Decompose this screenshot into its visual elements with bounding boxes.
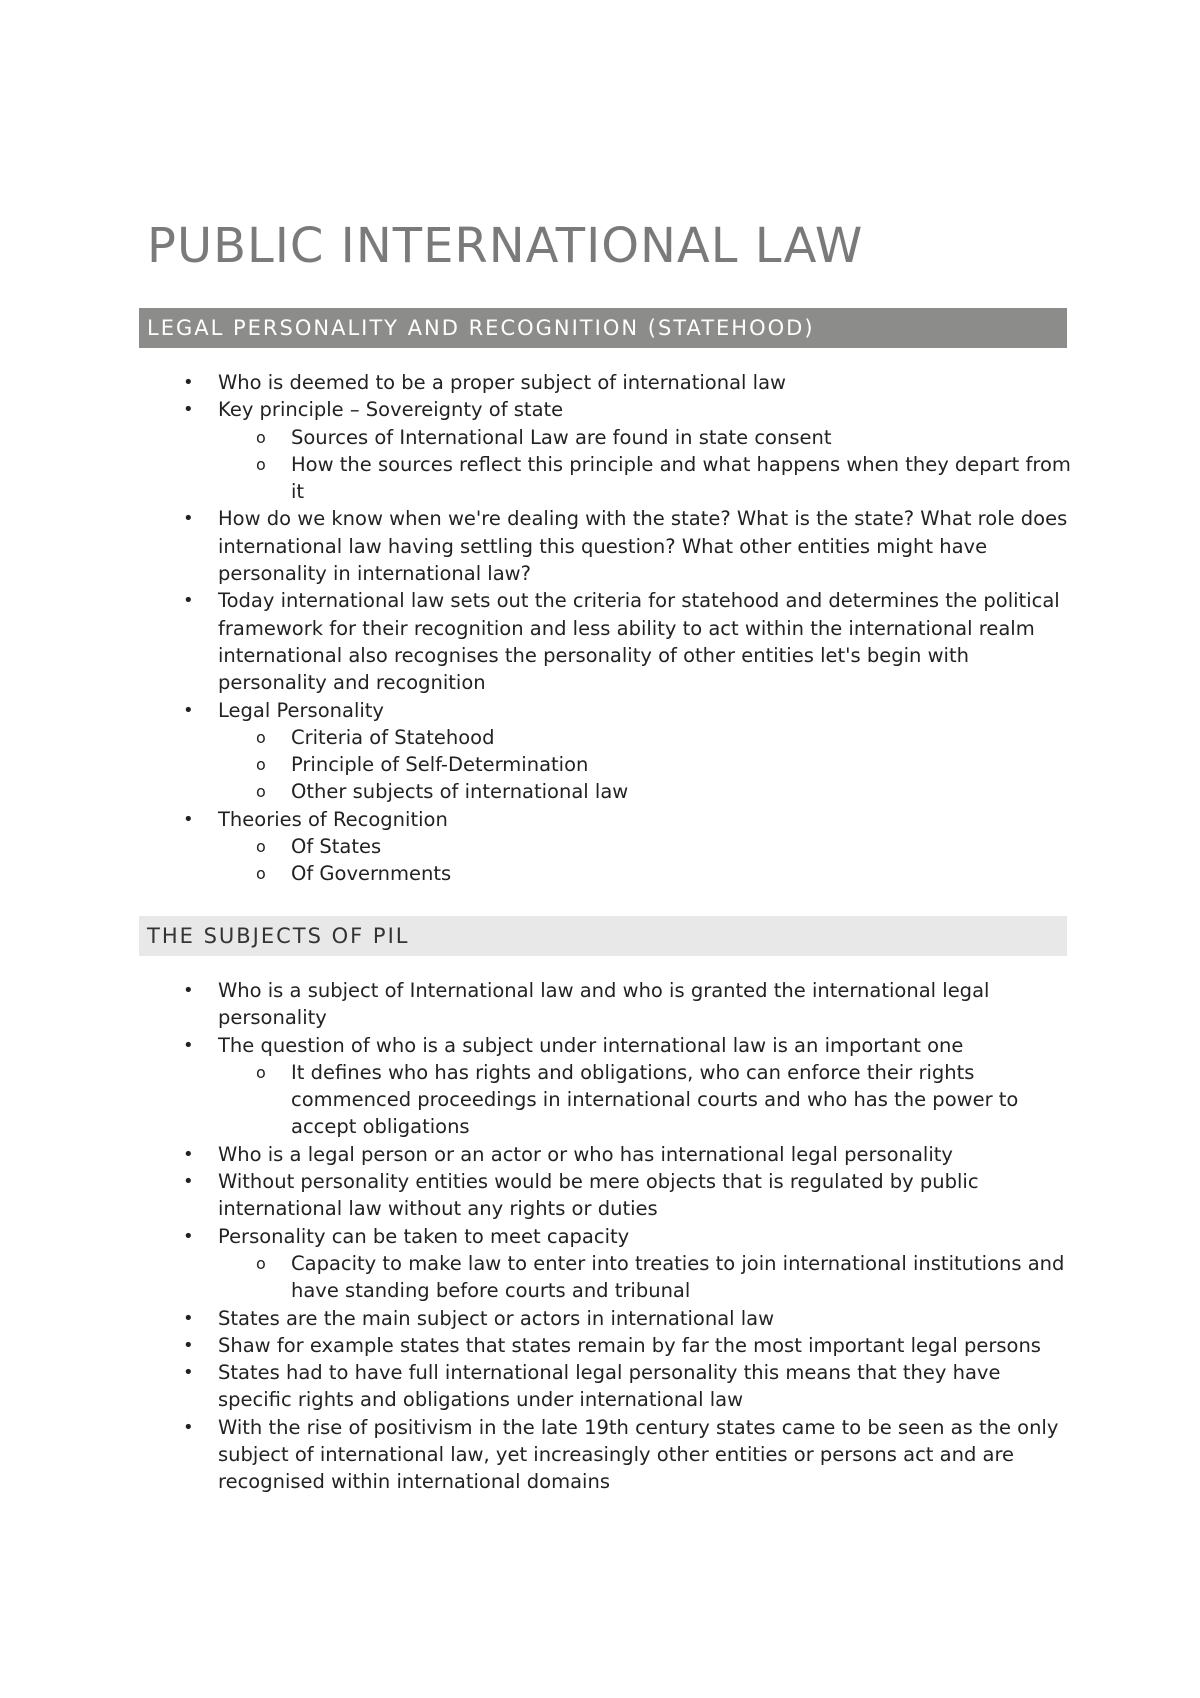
list-item — [0, 697, 1080, 724]
list-item-text: Legal Personality — [218, 698, 384, 722]
sub-list-item — [0, 860, 1080, 887]
bullet-icon: • — [183, 980, 194, 1001]
list-item-text: States are the main subject or actors in international law — [218, 1306, 775, 1330]
list-item — [0, 505, 1080, 587]
section-heading-subjects-of-pil: THE SUBJECTS OF PIL — [139, 916, 1067, 956]
sub-list-item — [0, 833, 1080, 860]
list-item-text: Capacity to make law to enter into treaties to join international institutions and have standing before courts and tribunal — [291, 1251, 1065, 1303]
list-item — [0, 1332, 1080, 1359]
sub-list-item — [0, 724, 1080, 751]
bullet-icon: • — [183, 1362, 194, 1384]
list-item-text: How the sources reflect this principle and what happens when they depart from it — [291, 452, 1071, 504]
list-item-text: Without personality entities would be mere objects that is regulated by public international law without any rights or duties — [218, 1170, 979, 1221]
section-list-legal-personality — [0, 369, 1200, 888]
list-item-text: Of Governments — [291, 862, 452, 886]
list-item-text: Shaw for example states that states remain by far the most important legal persons — [218, 1333, 1041, 1357]
list-item — [0, 1168, 1080, 1223]
list-item-text: The question of who is a subject under international law is an important one — [218, 1033, 964, 1057]
list-item-text: Today international law sets out the criteria for statehood and determines the political framework for their recognition and less ability to act within the international realm international also recognises the personality of other entities let's begin with personality and recognition — [218, 589, 1060, 695]
hollow-bullet-icon: o — [256, 755, 266, 775]
bullet-icon: • — [183, 1334, 194, 1356]
document-title: PUBLIC INTERNATIONAL LAW — [147, 218, 864, 274]
list-item-text: Other subjects of international law — [291, 780, 629, 804]
sub-list-item — [0, 778, 1080, 805]
section-list-subjects-of-pil — [0, 977, 1200, 1496]
list-item-text: Sources of International Law are found in state consent — [291, 425, 832, 449]
list-item-text: It defines who has rights and obligations, who can enforce their rights commenced proceedings in international courts and who has the power to accept obligations — [291, 1060, 1019, 1139]
list-item-text: Of States — [291, 835, 382, 859]
bullet-icon: • — [183, 1034, 194, 1056]
sub-list-item — [0, 424, 1080, 451]
bullet-icon: • — [183, 590, 194, 612]
list-item — [0, 587, 1080, 696]
section-heading-legal-personality: LEGAL PERSONALITY AND RECOGNITION (STATEHOOD) — [139, 308, 1067, 348]
list-item — [0, 1414, 1080, 1496]
bullet-icon: • — [183, 1225, 194, 1247]
sub-list-item — [0, 751, 1080, 778]
bullet-icon: • — [183, 399, 194, 421]
list-item-text: Personality can be taken to meet capacity — [218, 1224, 630, 1248]
bullet-icon: • — [183, 1143, 194, 1165]
list-item — [0, 1359, 1080, 1414]
list-item-text: States had to have full international legal personality this means that they have specific rights and obligations under international law — [218, 1361, 1001, 1412]
sub-list-item — [0, 1059, 1080, 1141]
bullet-icon: • — [183, 1307, 194, 1329]
list-item — [0, 806, 1080, 833]
list-item-text: How do we know when we're dealing with the state? What is the state? What role does international law having settling this question? What other entities might have personality in international law? — [218, 507, 1068, 586]
hollow-bullet-icon: o — [256, 454, 266, 474]
list-item-text: Who is a legal person or an actor or who has international legal personality — [218, 1142, 953, 1166]
hollow-bullet-icon: o — [256, 1253, 266, 1273]
hollow-bullet-icon: o — [256, 864, 266, 884]
list-item — [0, 369, 1080, 396]
sub-list-item — [0, 451, 1080, 506]
list-item — [0, 1141, 1080, 1168]
list-item-text: Who is deemed to be a proper subject of international law — [218, 371, 786, 394]
list-item-text: With the rise of positivism in the late 19th century states came to be seen as the only subject of international law, yet increasingly other entities or persons act and are recognised within international domains — [218, 1415, 1059, 1494]
bullet-icon: • — [183, 699, 194, 721]
list-item — [0, 1305, 1080, 1332]
list-item — [0, 1032, 1080, 1059]
bullet-icon: • — [183, 1416, 194, 1438]
hollow-bullet-icon: o — [256, 727, 266, 747]
bullet-icon: • — [183, 508, 194, 530]
list-item — [0, 396, 1080, 423]
list-item — [0, 1223, 1080, 1250]
bullet-icon: • — [183, 1171, 194, 1193]
list-item-text: Key principle – Sovereignty of state — [218, 398, 564, 422]
bullet-icon: • — [183, 808, 194, 830]
hollow-bullet-icon: o — [256, 782, 266, 802]
sub-list-item — [0, 1250, 1080, 1305]
hollow-bullet-icon: o — [256, 427, 266, 447]
list-item-text: Criteria of Statehood — [291, 725, 495, 749]
list-item-text: Theories of Recognition — [218, 807, 448, 831]
hollow-bullet-icon: o — [256, 837, 266, 857]
bullet-icon: • — [183, 372, 194, 393]
hollow-bullet-icon: o — [256, 1062, 266, 1082]
list-item — [0, 977, 1080, 1032]
list-item-text: Principle of Self-Determination — [291, 753, 589, 777]
list-item-text: Who is a subject of International law and who is granted the international legal personality — [218, 979, 990, 1030]
